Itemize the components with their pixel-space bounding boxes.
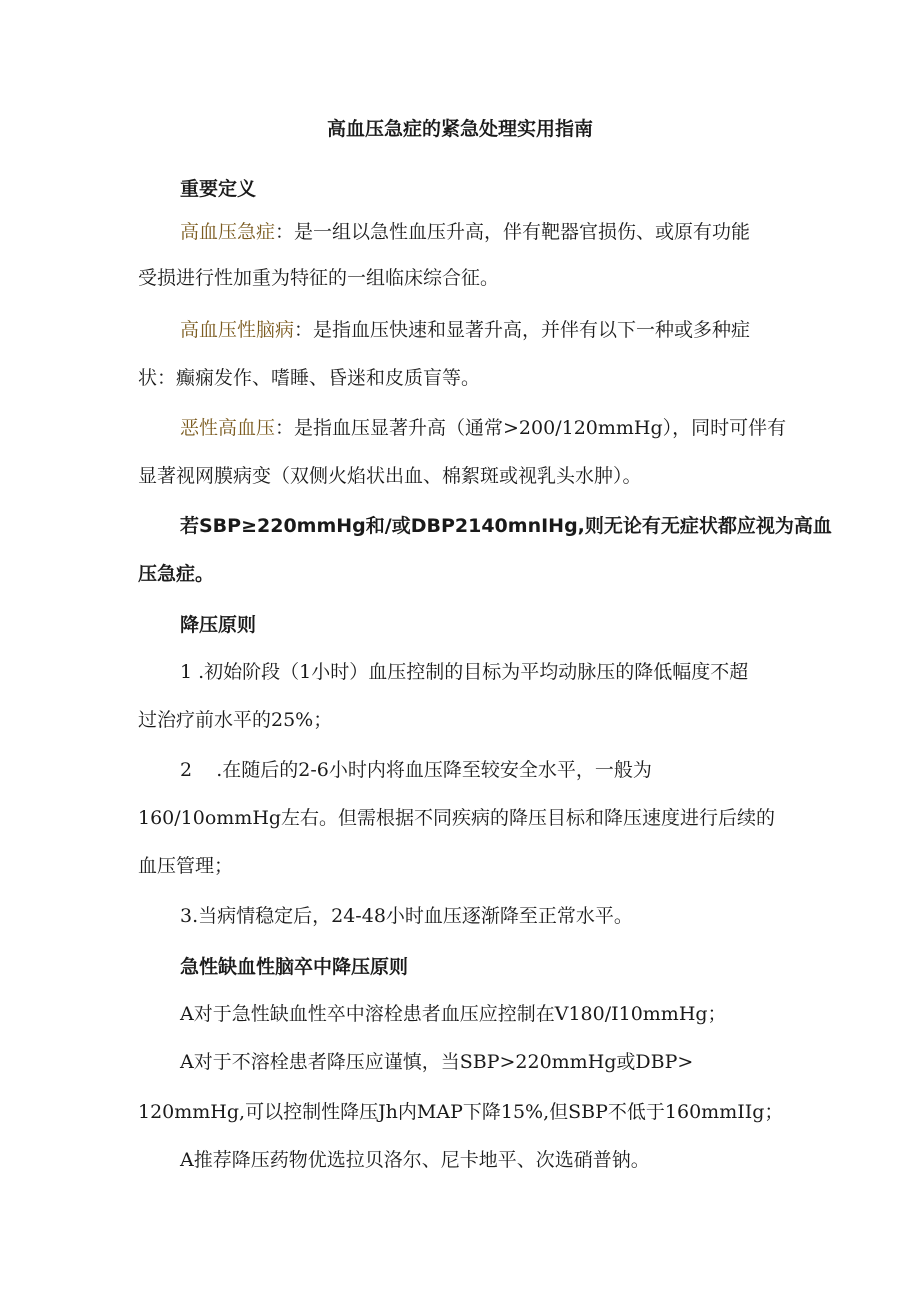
section-heading-principles: 降压原则 [180, 614, 257, 636]
section-heading-stroke: 急性缺血性脑卒中降压原则 [180, 956, 409, 978]
principle-2-line2: 160/10ommHg左右。但需根据不同疾病的降压目标和降压速度进行后续的 [138, 807, 776, 829]
definition-text: ：是指血压显著升高（通常>200/120mmHg），同时可伴有 [275, 417, 787, 439]
principle-2-line1: 2 .在随后的2-6小时内将血压降至较安全水平，一般为 [180, 759, 652, 781]
definition-hypertensive-emergency-line1 [180, 220, 750, 244]
principle-3: 3.当病情稳定后，24-48小时血压逐渐降至正常水平。 [180, 905, 633, 927]
stroke-item-3: A推荐降压药物优选拉贝洛尔、尼卡地平、次选硝普钠。 [180, 1149, 650, 1171]
stroke-item-2-line2: 120mmHg,可以控制性降压Jh内MAP下降15%,但SBP不低于160mmIIg； [138, 1101, 784, 1123]
principle-1-line1: 1 .初始阶段（1小时）血压控制的目标为平均动脉压的降低幅度不超 [180, 661, 749, 683]
definition-hypertensive-encephalopathy-line1 [180, 318, 750, 342]
term-hypertensive-emergency: 高血压急症 [180, 221, 276, 243]
stroke-item-1: A对于急性缺血性卒中溶栓患者血压应控制在V180/I10mmHg； [180, 1003, 727, 1025]
principle-1-line2: 过治疗前水平的25%； [138, 709, 333, 731]
definition-hypertensive-emergency-line2: 受损进行性加重为特征的一组临床综合征。 [138, 267, 500, 289]
principle-2-line3: 血压管理； [138, 855, 234, 877]
definition-malignant-hypertension-line2: 显著视网膜病变（双侧火焰状出血、棉絮斑或视乳头水肿）。 [138, 465, 642, 487]
definition-text: ：是指血压快速和显著升高，并伴有以下一种或多种症 [294, 319, 751, 341]
sbp-note-line2: 压急症。 [138, 563, 215, 585]
definition-malignant-hypertension-line1 [180, 416, 786, 440]
term-hypertensive-encephalopathy: 高血压性脑病 [180, 319, 295, 341]
definition-text: ：是一组以急性血压升高，伴有靶器官损伤、或原有功能 [275, 221, 751, 243]
section-heading-definitions: 重要定义 [180, 178, 257, 200]
stroke-item-2-line1: A对于不溶栓患者降压应谨慎，当SBP>220mmHg或DBP> [180, 1051, 694, 1073]
definition-hypertensive-encephalopathy-line2: 状：癫痫发作、嗜睡、昏迷和皮质盲等。 [138, 367, 481, 389]
page-title: 高血压急症的紧急处理实用指南 [326, 118, 593, 140]
sbp-note-line1: 若SBP≥220mmHg和/或DBP2140mnIHg,则无论有无症状都应视为高血 [180, 515, 832, 537]
term-malignant-hypertension: 恶性高血压 [180, 417, 276, 439]
